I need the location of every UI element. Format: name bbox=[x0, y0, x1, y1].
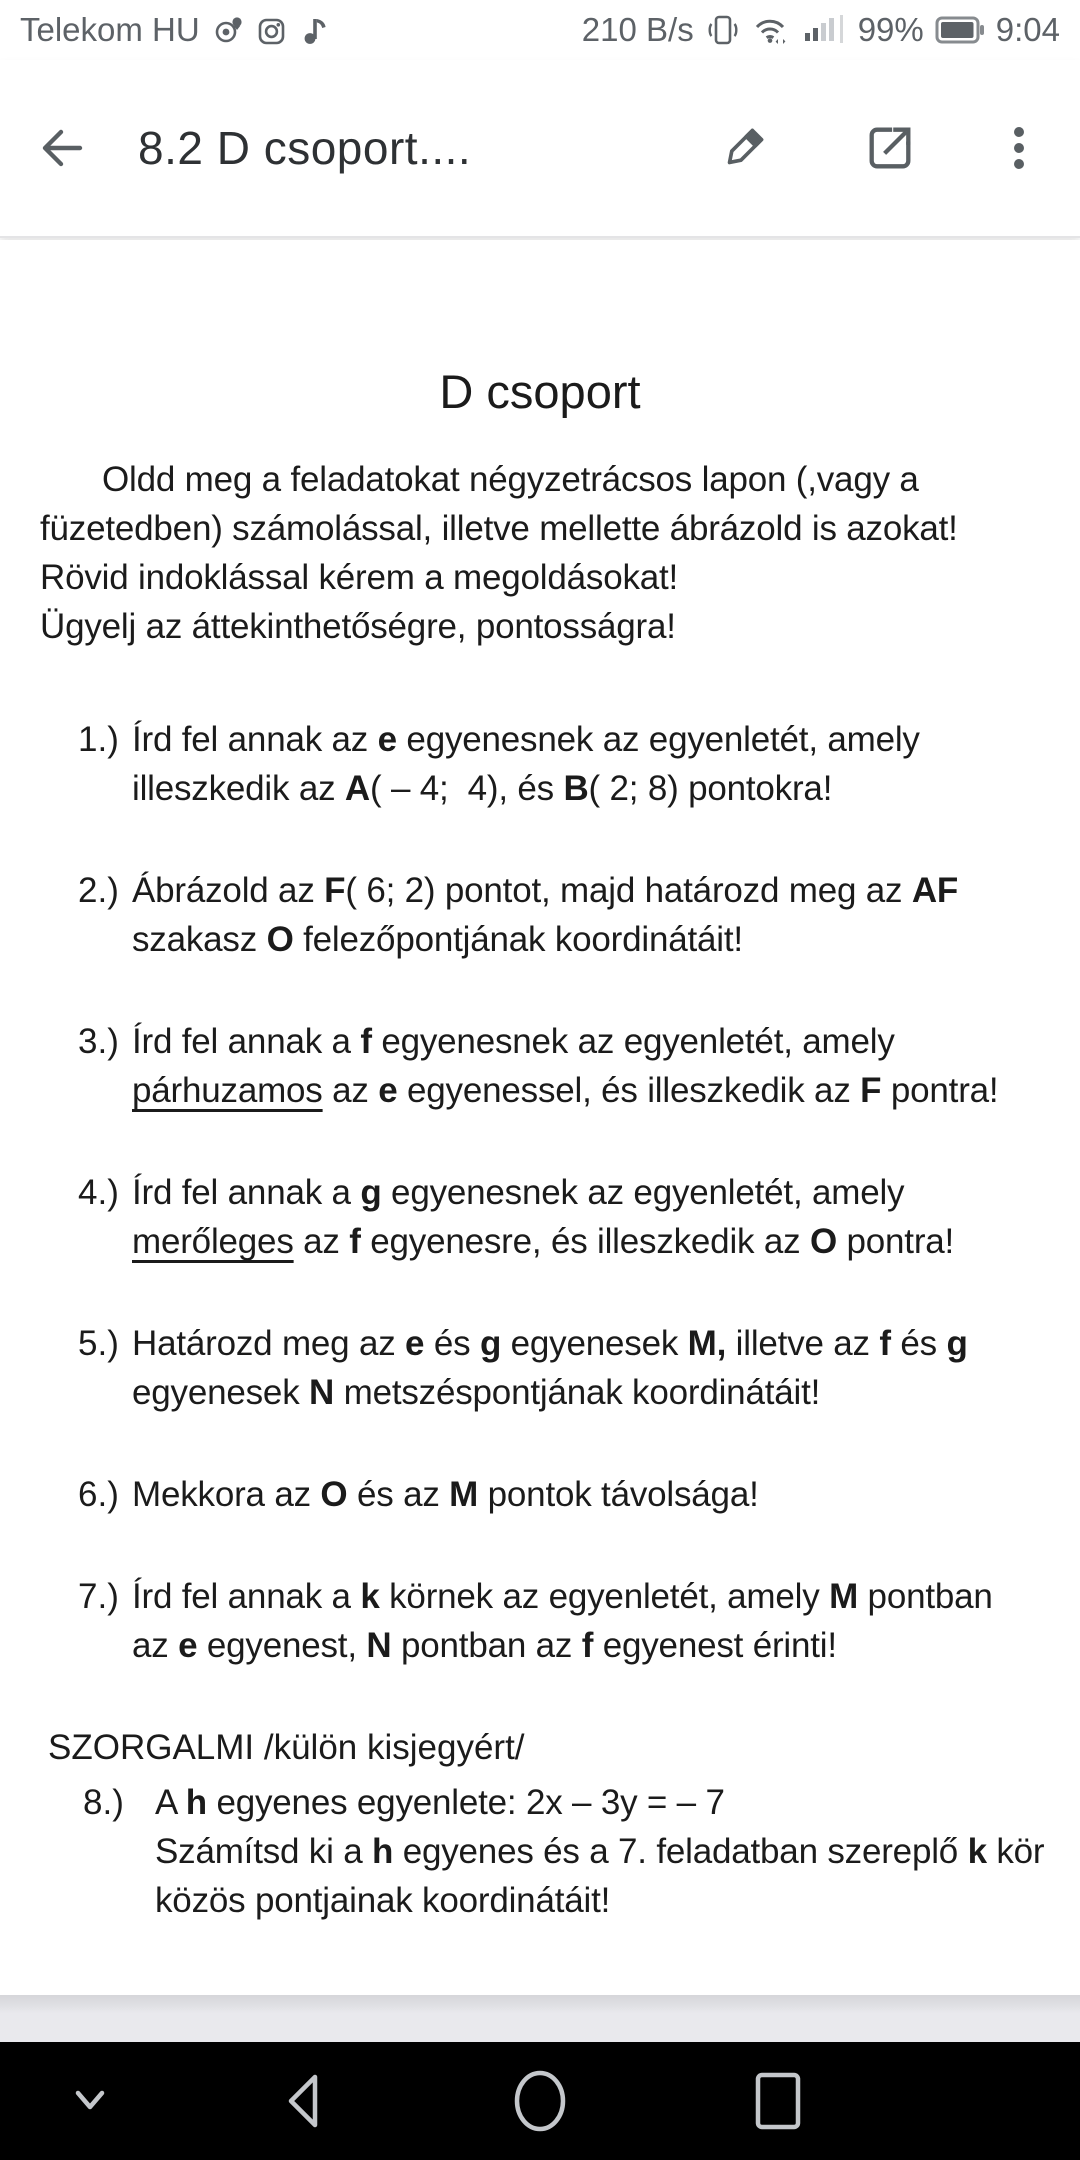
signal-strength-icon bbox=[803, 13, 847, 47]
problem-line: párhuzamos az e egyenessel, és illeszkedik az F pontra! bbox=[132, 1071, 999, 1110]
problem-line: Számítsd ki a h egyenes és a 7. feladatban szereplő k kör bbox=[155, 1832, 1045, 1871]
wifi-icon bbox=[752, 12, 792, 48]
problem-number: 6.) bbox=[78, 1475, 119, 1514]
intro-line: Rövid indoklással kérem a megoldásokat! bbox=[40, 558, 679, 597]
problem-line: szakasz O felezőpontjának koordinátáit! bbox=[132, 920, 743, 959]
instagram-icon bbox=[256, 14, 288, 46]
camera-location-icon bbox=[212, 14, 244, 46]
navigation-bar bbox=[0, 2042, 1080, 2160]
problem-number: 4.) bbox=[78, 1173, 119, 1212]
nav-recents-button[interactable] bbox=[754, 2071, 802, 2131]
status-bar-right bbox=[582, 11, 1060, 49]
section-heading: SZORGALMI /külön kisjegyért/ bbox=[48, 1728, 525, 1767]
worksheet-title: D csoport bbox=[439, 365, 641, 418]
intro bbox=[40, 455, 1040, 651]
problem-line: Határozd meg az e és g egyenesek M, illetve az f és g bbox=[132, 1324, 968, 1363]
problem-item bbox=[40, 866, 1040, 964]
problem-line: Ábrázold az F( 6; 2) pontot, majd határozd meg az AF bbox=[132, 871, 959, 910]
battery-percent-label: 99% bbox=[857, 11, 924, 48]
kebab-menu-icon bbox=[1008, 120, 1030, 176]
problem-line: A h egyenes egyenlete: 2x – 3y = – 7 bbox=[155, 1783, 725, 1822]
hide-navbar-chevron-icon bbox=[68, 2088, 112, 2114]
problem-item bbox=[40, 1572, 1040, 1670]
edit-button[interactable] bbox=[716, 120, 772, 176]
problem-line: illeszkedik az A( – 4; 4), és B( 2; 8) pontokra! bbox=[132, 769, 833, 808]
problem-line: Írd fel annak a k körnek az egyenletét, amely M pontban bbox=[132, 1577, 993, 1616]
problem-line: Írd fel annak a g egyenesnek az egyenletét, amely bbox=[132, 1173, 905, 1212]
problem-number: 8.) bbox=[83, 1783, 124, 1822]
problem-line: egyenesek N metszéspontjának koordinátáit! bbox=[132, 1373, 821, 1412]
problem-number: 2.) bbox=[78, 871, 119, 910]
nav-home-button[interactable] bbox=[512, 2069, 568, 2133]
back-icon bbox=[282, 2071, 324, 2131]
app-background-strip bbox=[0, 1995, 1080, 2042]
recents-icon bbox=[754, 2071, 802, 2131]
hide-navbar-button[interactable] bbox=[68, 2088, 112, 2114]
problem-line: az e egyenest, N pontban az f egyenest érinti! bbox=[132, 1626, 837, 1665]
open-in-new-button[interactable] bbox=[862, 120, 918, 176]
document-page[interactable] bbox=[0, 240, 1080, 1995]
problem-item bbox=[40, 1017, 1040, 1115]
back-button[interactable] bbox=[34, 120, 90, 176]
intro-line: füzetedben) számolással, illetve mellette ábrázold is azokat! bbox=[40, 509, 958, 548]
problem-item bbox=[40, 1470, 1040, 1519]
problem-item bbox=[40, 715, 1040, 813]
problem-line: közös pontjainak koordinátáit! bbox=[155, 1881, 611, 1920]
status-bar-left bbox=[20, 11, 330, 49]
overflow-menu-button[interactable] bbox=[1008, 120, 1030, 176]
back-arrow-icon bbox=[36, 122, 88, 174]
problem-line: Írd fel annak az e egyenesnek az egyenletét, amely bbox=[132, 720, 920, 759]
problem-item bbox=[40, 1778, 1045, 1925]
carrier-label: Telekom HU bbox=[20, 11, 200, 48]
problems bbox=[40, 715, 1045, 1925]
problem-number: 3.) bbox=[78, 1022, 119, 1061]
home-icon bbox=[512, 2069, 568, 2133]
problem-item bbox=[40, 1319, 1040, 1417]
problem-number: 7.) bbox=[78, 1577, 119, 1616]
tiktok-icon bbox=[300, 13, 330, 47]
open-in-new-icon bbox=[862, 120, 918, 176]
intro-line: Ügyelj az áttekinthetőségre, pontosságra! bbox=[40, 607, 676, 646]
battery-icon bbox=[935, 13, 985, 47]
network-speed-label: 210 B/s bbox=[581, 11, 694, 48]
clock-label: 9:04 bbox=[995, 11, 1060, 48]
problem-line: merőleges az f egyenesre, és illeszkedik az O pontra! bbox=[132, 1222, 955, 1261]
document-title-header: 8.2 D csoport.... bbox=[138, 122, 472, 174]
problem-number: 1.) bbox=[78, 720, 119, 759]
intro-line: Oldd meg a feladatokat négyzetrácsos lapon (,vagy a bbox=[102, 460, 919, 499]
app-bar bbox=[0, 60, 1080, 238]
problem-item bbox=[40, 1168, 1040, 1266]
app-bar-actions bbox=[716, 120, 1046, 176]
problem-line: Írd fel annak a f egyenesnek az egyenletét, amely bbox=[132, 1022, 895, 1061]
nav-back-button[interactable] bbox=[282, 2071, 324, 2131]
problem-line: Mekkora az O és az M pontok távolsága! bbox=[132, 1475, 759, 1514]
problem-number: 5.) bbox=[78, 1324, 119, 1363]
status-bar bbox=[0, 0, 1080, 60]
edit-pencil-icon bbox=[716, 120, 772, 176]
vibrate-icon bbox=[705, 12, 741, 48]
